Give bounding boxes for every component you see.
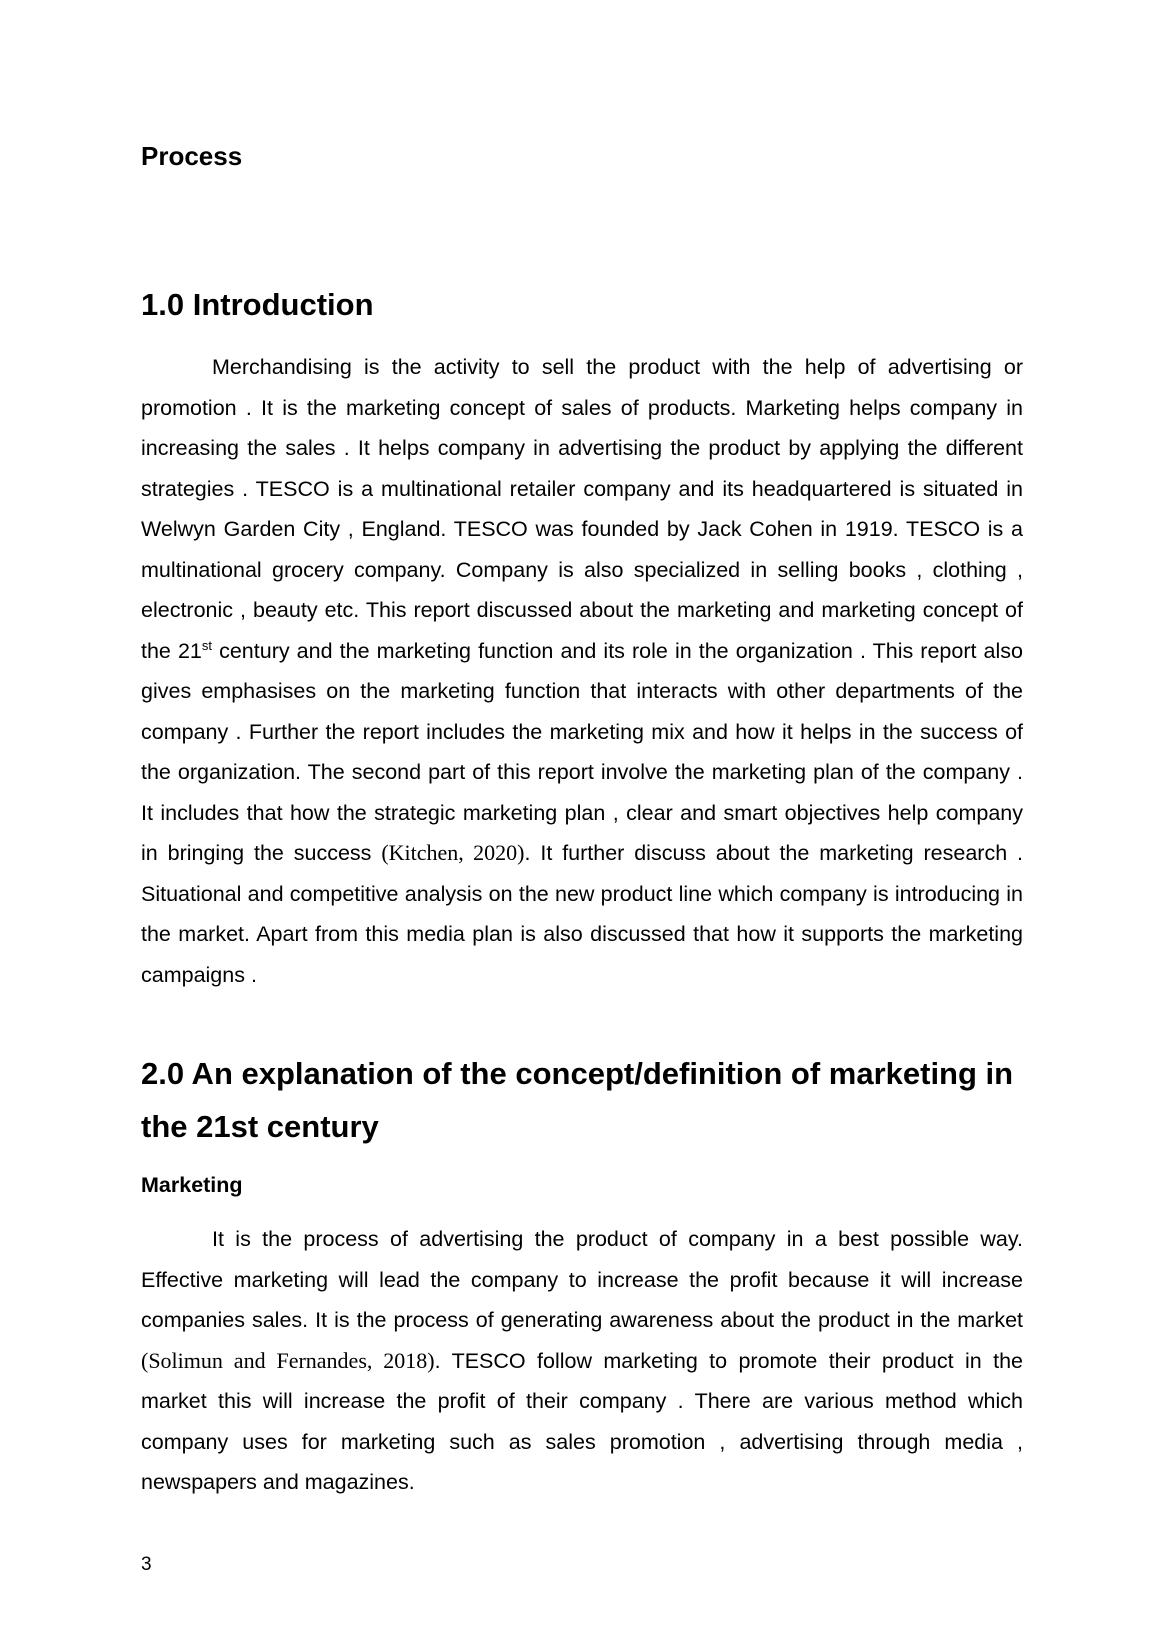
intro-paragraph — [141, 347, 1023, 995]
process-heading: Process — [141, 141, 243, 171]
citation-kitchen: (Kitchen, 2020) — [381, 840, 525, 865]
intro-text-part1: Merchandising is the activity to sell the product with the help of advertising or promotion . It is the marketing concept of sales of products. Marketing helps company in increasing the sales . It helps company in advertising the product by applying the different strategies . TESCO is a multinational retailer company and its headquartered is situated in Welwyn Garden City , England. TESCO was founded by Jack Cohen in 1919. TESCO is a multinational grocery company. Company is also specialized in selling books , clothing , electronic , beauty etc. This report discussed about the marketing and marketing concept of the 21 — [141, 355, 1023, 663]
page-number: 3 — [141, 1554, 152, 1575]
marketing-subheading: Marketing — [141, 1173, 243, 1197]
intro-text-part3: . It further discuss about the marketing research . Situational and competitive analysis on the new product line which company is introducing in the market. Apart from this media plan is also discussed that how it supports the marketing campaigns . — [141, 841, 1024, 987]
marketing-text-part2: . TESCO follow marketing to promote their product in the market this will increase the profit of their company . There are various method which company uses for marketing such as sales promotion , advertising through media , newspapers and magazines. — [141, 1348, 1023, 1494]
intro-heading: 1.0 Introduction — [141, 287, 374, 322]
citation-solimun: (Solimun and Fernandes, 2018) — [141, 1347, 435, 1373]
marketing-paragraph — [141, 1219, 1023, 1503]
marketing-text-part1: It is the process of advertising the product of company in a best possible way. Effective marketing will lead the company to increase the profit because it will increase companies sales. It is the process of generating awareness about the product in the market — [141, 1227, 1023, 1332]
ordinal-superscript: st — [201, 637, 213, 653]
intro-text-part2: century and the marketing function and its role in the organization . This report also gives emphasises on the marketing function that interacts with other departments of the company . Further the report includes the marketing mix and how it helps in the success of the organization. The second part of this report involve the marketing plan of the company . It includes that how the strategic marketing plan , clear and smart objectives help company in bringing the success — [141, 638, 1023, 865]
section2-heading: 2.0 An explanation of the concept/definition of marketing in the 21st century — [141, 1056, 1014, 1144]
